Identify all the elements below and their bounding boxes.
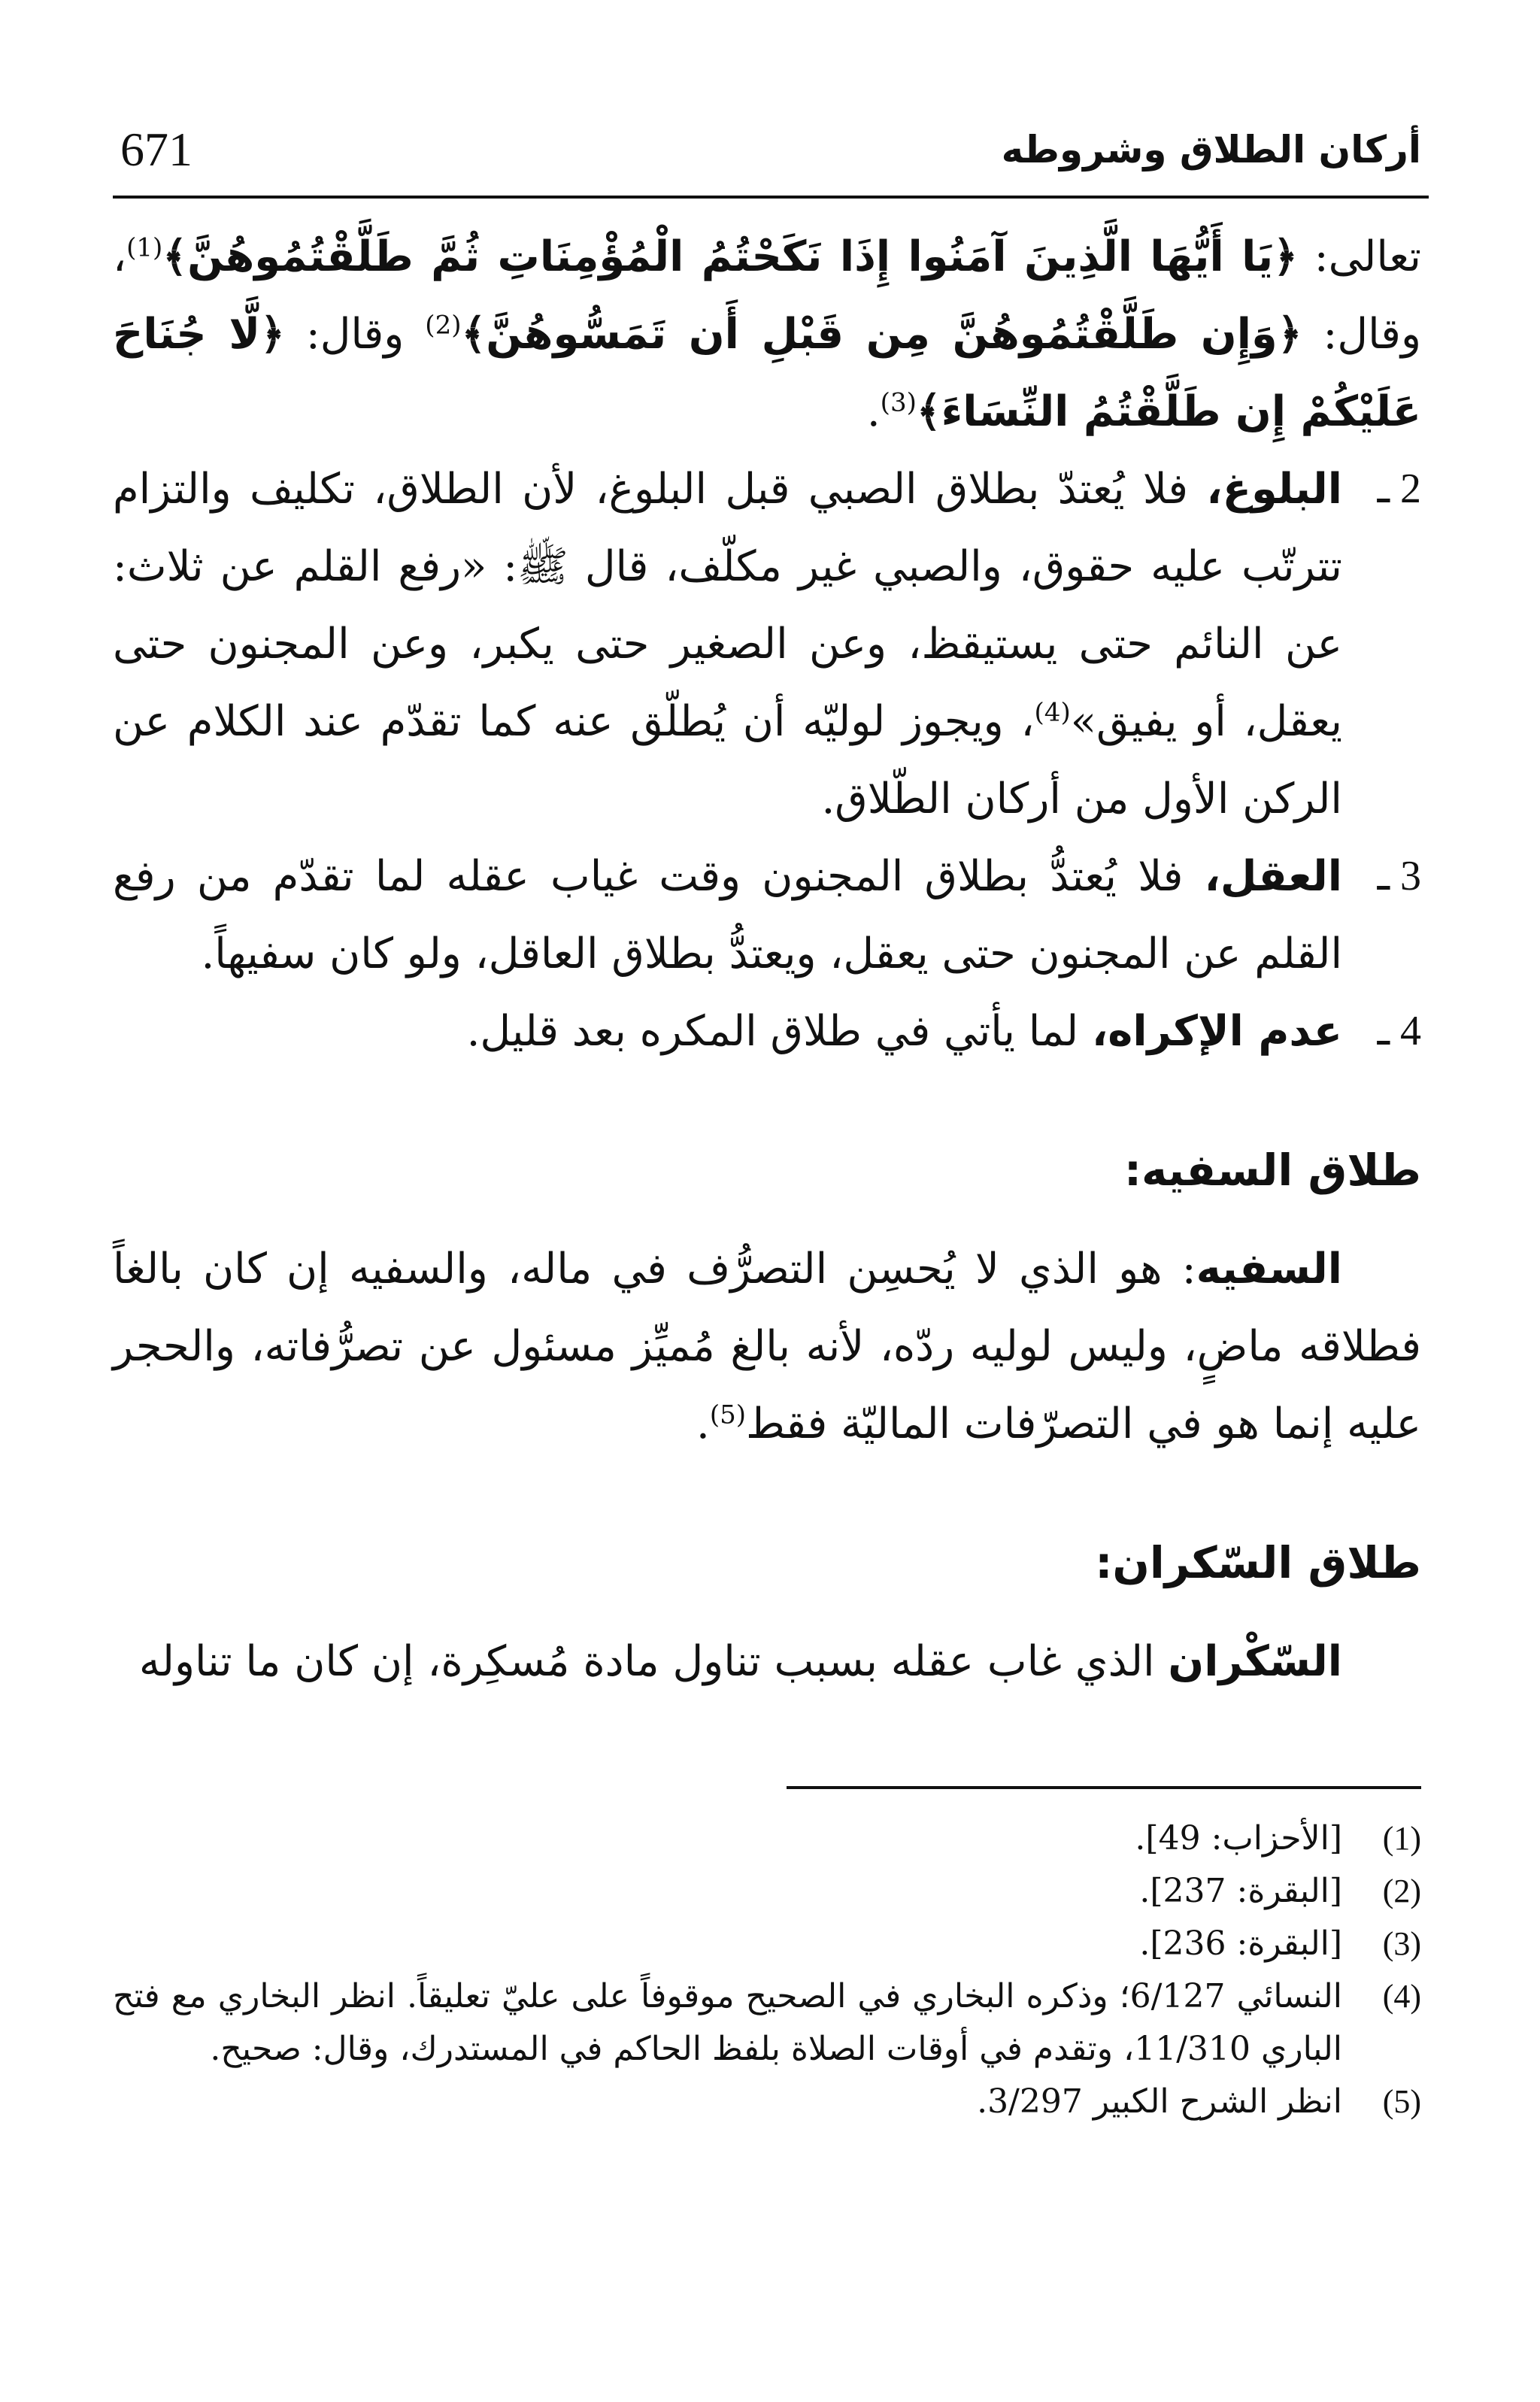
footnote-text: [الأحزاب: 49]. — [1135, 1819, 1342, 1858]
quran-verse-1: ﴿يَا أَيُّهَا الَّذِينَ آمَنُوا إِذَا نَكَحْتُمُ الْمُؤْمِنَاتِ ثُمَّ طَلَّقْتُمُوهُنَّ﴾ — [162, 232, 1298, 281]
footnote-text: [البقرة: 236]. — [1139, 1924, 1342, 1963]
intro-text-1: تعالى: — [1297, 232, 1421, 281]
condition-text: فلا يُعتدُّ بطلاق المجنون وقت غياب عقله لما تقدّم من رفع القلم عن المجنون حتى يعقل، ويعتدُّ بطلاق العاقل، ولو كان سفيهاً. — [113, 852, 1342, 978]
condition-term: العقل، — [1204, 852, 1342, 901]
intro-text-2: ، وقال: — [113, 232, 1421, 359]
footnote-number: (3) — [1382, 1925, 1421, 1962]
footnote-item — [113, 1970, 1421, 2076]
footnote-number: (1) — [1382, 1820, 1421, 1857]
condition-text: لما يأتي في طلاق المكره بعد قليل. — [466, 1007, 1093, 1056]
condition-text: فلا يُعتدّ بطلاق الصبي قبل البلوغ، لأن الطلاق، تكليف والتزام تترتّب عليه حقوق، والصبي غير مكلّف، قال ﷺ: «رفع القلم عن ثلاث: عن النائم حتى يستيقظ، وعن الصغير حتى يكبر، وعن المجنون حتى يعقل، أو يفيق» — [113, 465, 1342, 746]
footnotes — [113, 1812, 1421, 2128]
safih-paragraph — [113, 1230, 1421, 1463]
page-number: 671 — [120, 123, 192, 176]
condition-term: عدم الإكراه، — [1092, 1007, 1342, 1056]
condition-number: 2 ـ — [1377, 466, 1421, 512]
footnote-ref-2: (2) — [425, 310, 462, 341]
section-heading-safih: طلاق السفيه: — [1123, 1145, 1421, 1196]
running-title: أركان الطلاق وشروطه — [1001, 128, 1421, 171]
footnote-item — [113, 1865, 1421, 1918]
condition-text-continued: ، ويجوز لوليّه أن يُطلّق عنه كما تقدّم عند الكلام عن الركن الأول من أركان الطّلاق. — [113, 697, 1342, 823]
condition-no-coercion — [113, 993, 1421, 1070]
footnote-text: [البقرة: 237]. — [1139, 1872, 1342, 1910]
footnote-ref-3: (3) — [880, 387, 917, 418]
main-text — [113, 218, 1421, 1700]
condition-sanity — [113, 838, 1421, 993]
condition-puberty — [113, 450, 1421, 838]
footnote-number: (2) — [1382, 1873, 1421, 1909]
quran-verse-2: ﴿وَإِن طَلَّقْتُمُوهُنَّ مِن قَبْلِ أَن تَمَسُّوهُنَّ﴾ — [461, 310, 1302, 359]
footnote-ref-4: (4) — [1034, 697, 1071, 728]
condition-number: 3 ـ — [1377, 853, 1421, 899]
condition-term: البلوغ، — [1206, 465, 1342, 514]
quran-verse-3: ﴿لَّا جُنَاحَ عَلَيْكُمْ إِن طَلَّقْتُمُ النِّسَاءَ﴾ — [113, 310, 1421, 436]
condition-number: 4 ـ — [1377, 1008, 1421, 1054]
safih-term: السفيه — [1196, 1245, 1342, 1294]
intro-end: . — [866, 387, 881, 436]
footnote-item — [113, 1918, 1421, 1970]
footnote-item — [113, 2076, 1421, 2128]
footnote-ref-5: (5) — [709, 1400, 746, 1430]
footnote-text: انظر الشرح الكبير 3/297. — [977, 2082, 1342, 2121]
safih-text: : هو الذي لا يُحسِن التصرُّف في ماله، والسفيه إن كان بالغاً فطلاقه ماضٍ، وليس لوليه ردّه، لأنه بالغ مُميِّز مسئول عن تصرُّفاته، والحجر عليه إنما هو في التصرّفات الماليّة فقط — [113, 1245, 1421, 1448]
intro-text-3: وقال: — [284, 310, 426, 359]
sakran-paragraph — [113, 1623, 1421, 1700]
section-heading-sakran: طلاق السّكران: — [1095, 1537, 1421, 1588]
sakran-term: السّكْران — [1168, 1637, 1342, 1686]
intro-paragraph — [113, 218, 1421, 450]
footnote-ref-1: (1) — [126, 232, 163, 263]
page-header — [113, 113, 1429, 199]
footnote-item — [113, 1812, 1421, 1865]
footnote-text: النسائي 6/127؛ وذكره البخاري في الصحيح موقوفاً على عليّ تعليقاً. انظر البخاري مع فتح الباري 11/310، وتقدم في أوقات الصلاة بلفظ الحاكم في المستدرك، وقال: صحيح. — [113, 1977, 1342, 2068]
footnote-number: (5) — [1382, 2083, 1421, 2120]
sakran-text: الذي غاب عقله بسبب تناول مادة مُسكِرة، إن كان ما تناوله — [138, 1637, 1169, 1686]
footnote-divider — [787, 1786, 1421, 1789]
footnote-number: (4) — [1382, 1978, 1421, 2015]
safih-end: . — [696, 1400, 710, 1448]
